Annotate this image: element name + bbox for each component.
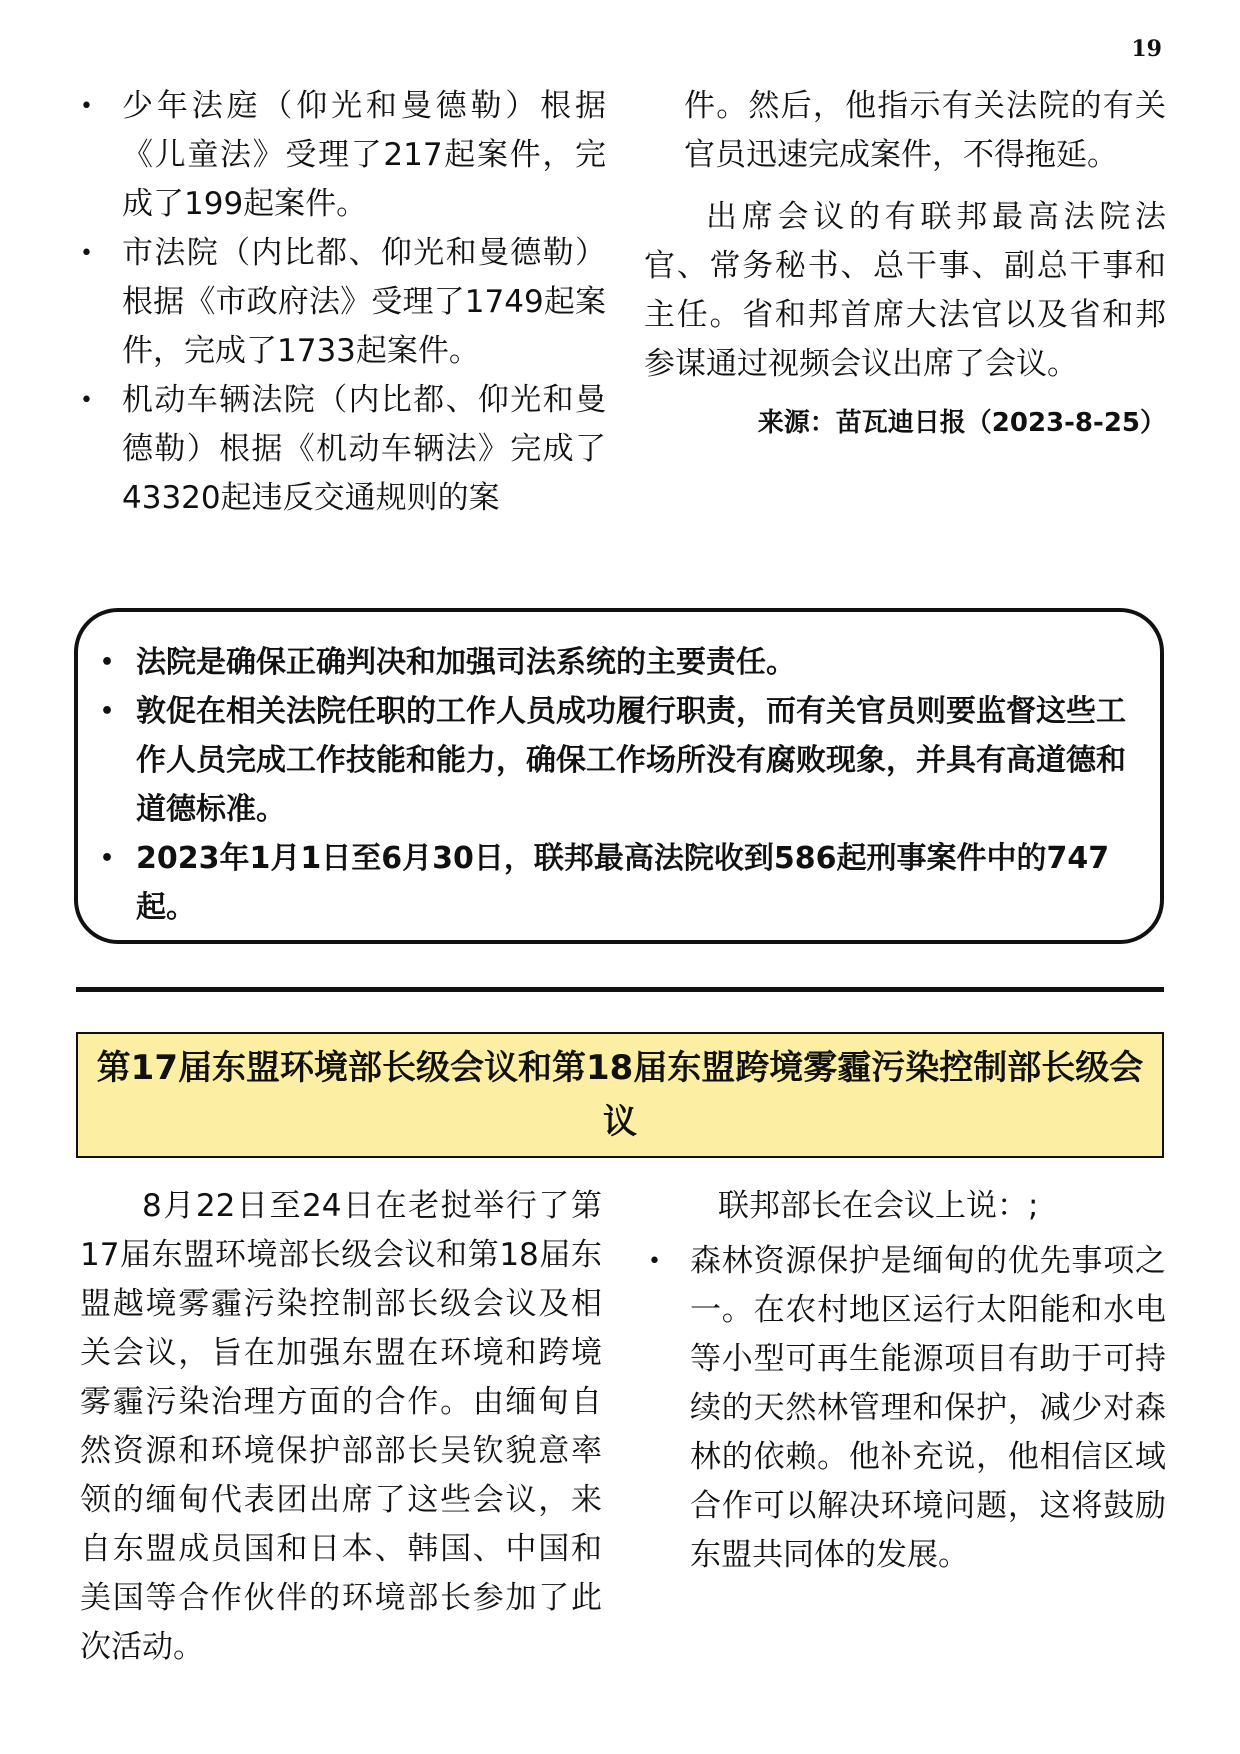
- article-title: 第17届东盟环境部长级会议和第18届东盟跨境雾霾污染控制部长级会议: [76, 1032, 1164, 1158]
- top-right-column: [644, 82, 1166, 443]
- bottom-right-column: [644, 1182, 1166, 1580]
- list-item: • 市法院（内比都、仰光和曼德勒）根据《市政府法》受理了1749起案件，完成了1733起案件。: [76, 229, 606, 376]
- source-citation: 来源：苗瓦迪日报（2023-8-25）: [757, 408, 1166, 438]
- summary-item: • 2023年1月1日至6月30日，联邦最高法院收到586起刑事案件中的747起。: [100, 834, 1136, 932]
- page-number: 19: [1131, 36, 1162, 62]
- section-divider: [76, 987, 1164, 992]
- summary-item: • 法院是确保正确判决和加强司法系统的主要责任。: [100, 638, 1136, 687]
- attendance-paragraph: 出席会议的有联邦最高法院法官、常务秘书、总干事、副总干事和主任。省和邦首席大法官以及省和邦参谋通过视频会议出席了会议。: [644, 199, 1166, 382]
- article-paragraph: 8月22日至24日在老挝举行了第17届东盟环境部长级会议和第18届东盟越境雾霾污染控制部长级会议及相关会议，旨在加强东盟在环境和跨境雾霾污染治理方面的合作。由缅甸自然资源和环境保护部部长吴钦貌意率领的缅甸代表团出席了这些会议，来自东盟成员国和日本、韩国、中国和美国等合作伙伴的环境部长参加了此次活动。: [80, 1188, 602, 1665]
- top-left-column: [76, 82, 606, 523]
- summary-box: [74, 608, 1164, 944]
- summary-list: [100, 638, 1136, 932]
- list-item: • 机动车辆法院（内比都、仰光和曼德勒）根据《机动车辆法》完成了43320起违反交通规则的案: [76, 376, 606, 523]
- court-statistics-list: [76, 82, 606, 523]
- list-item: • 森林资源保护是缅甸的优先事项之一。在农村地区运行太阳能和水电等小型可再生能源项目有助于可持续的天然林管理和保护，减少对森林的依赖。他补充说，他相信区域合作可以解决环境问题，这将鼓励东盟共同体的发展。: [644, 1237, 1166, 1580]
- continuation-text: 件。然后，他指示有关法院的有关官员迅速完成案件，不得拖延。: [684, 88, 1166, 173]
- summary-item: • 敦促在相关法院任职的工作人员成功履行职责，而有关官员则要监督这些工作人员完成工作技能和能力，确保工作场所没有腐败现象，并具有高道德和道德标准。: [100, 687, 1136, 834]
- bottom-left-column: [80, 1182, 602, 1672]
- list-item: • 少年法庭（仰光和曼德勒）根据《儿童法》受理了217起案件，完成了199起案件。: [76, 82, 606, 229]
- minister-statement-list: [644, 1237, 1166, 1580]
- minister-statement-lead: 联邦部长在会议上说：;: [718, 1188, 1039, 1224]
